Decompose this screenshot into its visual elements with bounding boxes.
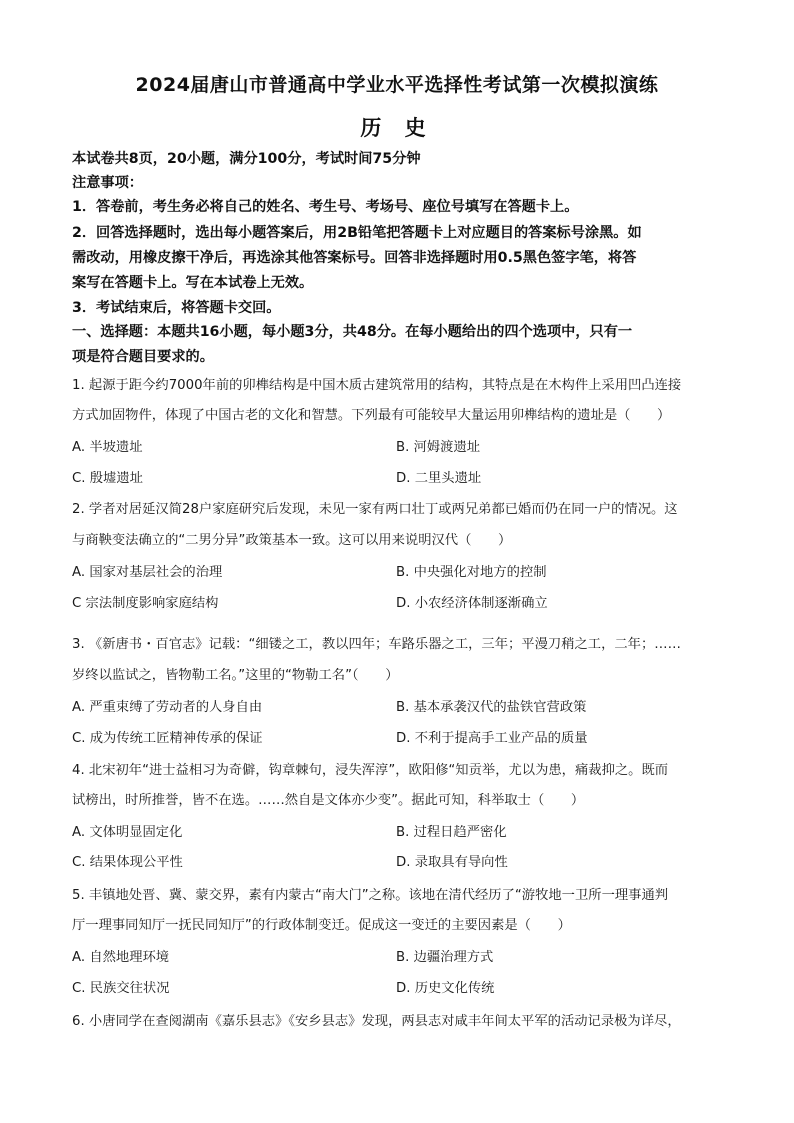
exam-summary: 本试卷共8页，20小题，满分100分，考试时间75分钟 [72, 151, 421, 167]
question-6-line-1: 6. 小唐同学在查阅湖南《嘉乐县志》《安乡县志》发现，两县志对咸丰年间太平军的活动记录极为详尽， [72, 1014, 681, 1029]
question-4-option-b: B. 过程日趋严密化 [396, 825, 507, 840]
note-3: 3．考试结束后，将答题卡交回。 [72, 300, 281, 316]
question-2-option-a: A. 国家对基层社会的治理 [72, 565, 223, 580]
question-5-line-2: 厅一理事同知厅一抚民同知厅”的行政体制变迁。促成这一变迁的主要因素是（ ） [72, 918, 571, 933]
question-3-option-a: A. 严重束缚了劳动者的人身自由 [72, 700, 263, 715]
question-5-option-c: C. 民族交往状况 [72, 981, 170, 996]
question-1-option-d: D. 二里头遗址 [396, 471, 482, 486]
question-1-line-1: 1. 起源于距今约7000年前的卯榫结构是中国木质古建筑常用的结构，其特点是在木构件上采用凹凸连接 [72, 378, 682, 393]
question-4-line-2: 试榜出，时所推誉，皆不在选。……然自是文体亦少变”。据此可知，科举取士（ ） [72, 793, 585, 808]
question-2-line-1: 2. 学者对居延汉简28户家庭研究后发现，未见一家有两口壮丁或两兄弟都已婚而仍在同一户的情况。这 [72, 502, 678, 517]
question-5-option-a: A. 自然地理环境 [72, 950, 170, 965]
section-heading-line-2: 项是符合题目要求的。 [72, 349, 214, 365]
question-3-option-d: D. 不利于提高手工业产品的质量 [396, 731, 588, 746]
question-3-option-b: B. 基本承袭汉代的盐铁官营政策 [396, 700, 587, 715]
question-1-option-a: A. 半坡遗址 [72, 440, 143, 455]
note-2-line-1: 2．回答选择题时，选出每小题答案后，用2B铅笔把答题卡上对应题目的答案标号涂黑。如 [72, 225, 642, 241]
question-1-option-c: C. 殷墟遗址 [72, 471, 143, 486]
question-4-line-1: 4. 北宋初年“进士益相习为奇僻，钩章棘句，浸失浑淳”，欧阳修“知贡举，尤以为患，痛裁抑之。既而 [72, 763, 669, 778]
question-4-option-a: A. 文体明显固定化 [72, 825, 183, 840]
question-1-option-b: B. 河姆渡遗址 [396, 440, 481, 455]
question-2-line-2: 与商鞅变法确立的“二男分异”政策基本一致。这可以用来说明汉代（ ） [72, 533, 512, 548]
question-2-option-d: D. 小农经济体制逐渐确立 [396, 596, 548, 611]
question-4-option-c: C. 结果体现公平性 [72, 855, 183, 870]
subject-title: 历 史 [360, 116, 434, 140]
question-3-option-c: C. 成为传统工匠精神传承的保证 [72, 731, 263, 746]
question-3-line-1: 3. 《新唐书・百官志》记载：“细镂之工，教以四年；车路乐器之工，三年；平漫刀稍之工，二年；…… [72, 637, 681, 652]
question-5-option-d: D. 历史文化传统 [396, 981, 495, 996]
question-2-option-c: C 宗法制度影响家庭结构 [72, 596, 219, 611]
note-2-line-3: 案写在答题卡上。写在本试卷上无效。 [72, 275, 314, 291]
note-2-line-2: 需改动，用橡皮擦干净后，再选涂其他答案标号。回答非选择题时用0.5黑色签字笔，将答 [72, 250, 637, 266]
question-4-option-d: D. 录取具有导向性 [396, 855, 508, 870]
exam-title: 2024届唐山市普通高中学业水平选择性考试第一次模拟演练 [135, 74, 659, 96]
question-2-option-b: B. 中央强化对地方的控制 [396, 565, 547, 580]
question-3-line-2: 岁终以监试之，皆物勒工名。”这里的“物勒工名”（ ） [72, 668, 399, 683]
note-1: 1．答卷前，考生务必将自己的姓名、考生号、考场号、座位号填写在答题卡上。 [72, 199, 579, 215]
section-heading-line-1: 一、选择题：本题共16小题，每小题3分，共48分。在每小题给出的四个选项中，只有一 [72, 324, 633, 340]
notes-heading: 注意事项： [72, 175, 143, 191]
question-1-line-2: 方式加固物件，体现了中国古老的文化和智慧。下列最有可能较早大量运用卯榫结构的遗址是（ ） [72, 408, 671, 423]
question-5-option-b: B. 边疆治理方式 [396, 950, 494, 965]
question-5-line-1: 5. 丰镇地处晋、冀、蒙交界，素有内蒙古“南大门”之称。该地在清代经历了“游牧地一卫所一理事通判 [72, 888, 669, 903]
